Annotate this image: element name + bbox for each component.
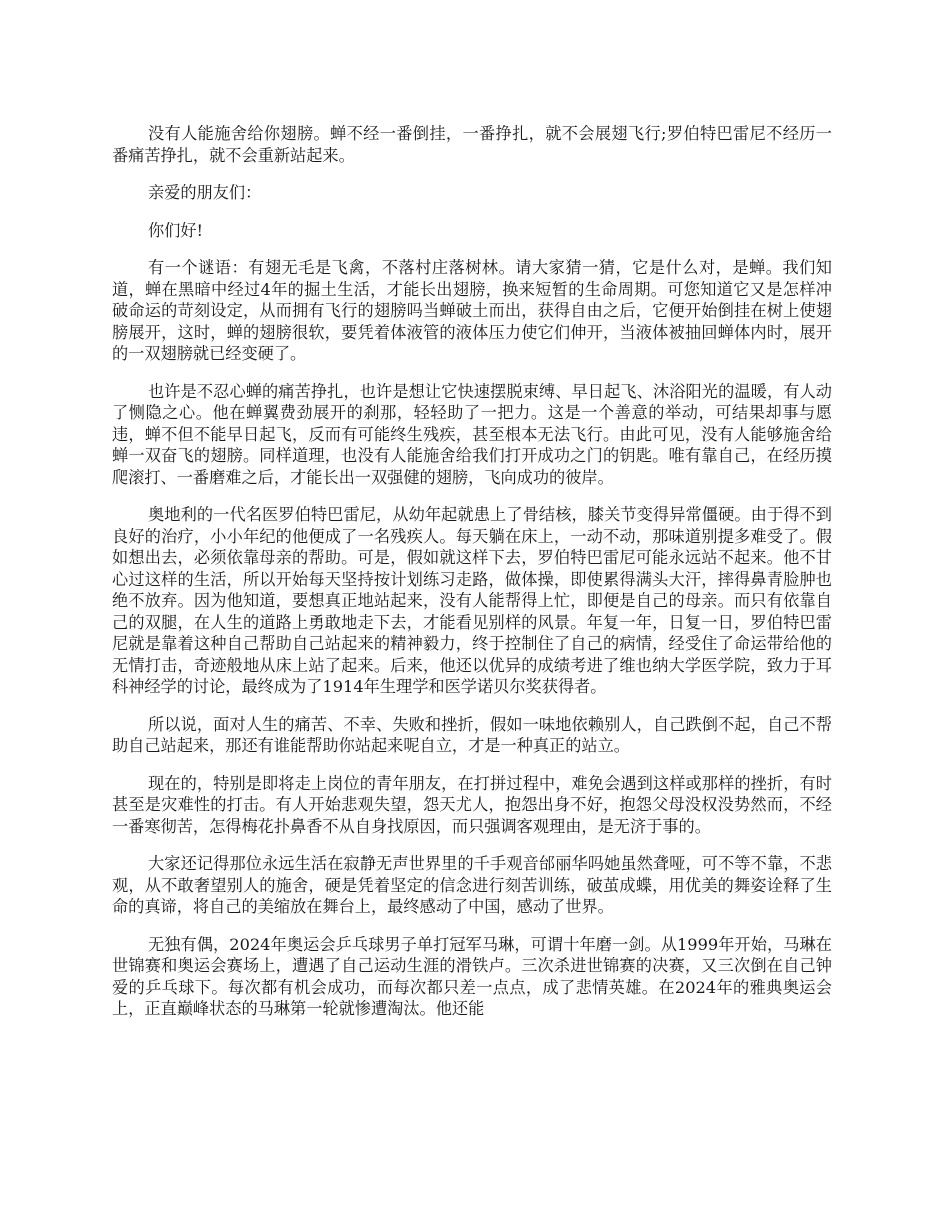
paragraph-cicada-lesson: 也许是不忍心蝉的痛苦挣扎，也许是想让它快速摆脱束缚、早日起飞、沐浴阳光的温暖，有人动了恻隐之心。他在蝉翼费劲展开的刹那，轻轻助了一把力。这是一个善意的举动，可结果却事与愿违，蝉不但不能早日起飞，反而有可能终生残疾，甚至根本无法飞行。由此可见，没有人能够施舍给蝉一双奋飞的翅膀。同样道理，也没有人能施舍给我们打开成功之门的钥匙。唯有靠自己，在经历摸爬滚打、一番磨难之后，才能长出一双强健的翅膀，飞向成功的彼岸。 [112,381,832,487]
paragraph-opening: 没有人能施舍给你翅膀。蝉不经一番倒挂，一番挣扎，就不会展翅飞行;罗伯特巴雷尼不经历一番痛苦挣扎，就不会重新站起来。 [112,124,832,165]
paragraph-young-friends: 现在的，特别是即将走上岗位的青年朋友，在打拼过程中，难免会遇到这样或那样的挫折，有时甚至是灾难性的打击。有人开始悲观失望，怨天尤人，抱怨出身不好，抱怨父母没权没势然而，不经一番寒彻苦，怎得梅花扑鼻香不从自身找原因，而只强调客观理由，是无济于事的。 [112,773,832,836]
paragraph-salutation: 亲爱的朋友们： [148,183,262,202]
paragraph-greeting: 你们好! [148,220,204,240]
paragraph-barany-story: 奥地利的一代名医罗伯特巴雷尼，从幼年起就患上了骨结核，膝关节变得异常僵硬。由于得不到良好的治疗，小小年纪的他便成了一名残疾人。每天躺在床上，一动不动，那味道别提多难受了。假如想出去，必须依靠母亲的帮助。可是，假如就这样下去，罗伯特巴雷尼可能永远站不起来。他不甘心过这样的生活，所以开始每天坚持按计划练习走路，做体操，即使累得满头大汗，摔得鼻青脸肿也绝不放弃。因为他知道，要想真正地站起来，没有人能帮得上忙，即便是自己的母亲。而只有依靠自己的双腿，在人生的道路上勇敢地走下去，才能看见别样的风景。年复一年，日复一日，罗伯特巴雷尼就是靠着这种自己帮助自己站起来的精神毅力，终于控制住了自己的病情，经受住了命运带给他的无情打击，奇迹般地从床上站了起来。后来，他还以优异的成绩考进了维也纳大学医学院，致力于耳科神经学的讨论，最终成为了1914年生理学和医学诺贝尔奖获得者。 [112,505,832,696]
paragraph-tai-lihua: 大家还记得那位永远生活在寂静无声世界里的千手观音邰丽华吗她虽然聋哑，可不等不靠，不悲观，从不敢奢望别人的施舍，硬是凭着坚定的信念进行刻苦训练，破茧成蝶，用优美的舞姿诠释了生命的真谛，将自己的美缩放在舞台上，最终感动了中国，感动了世界。 [112,854,832,916]
paragraph-cicada-riddle: 有一个谜语：有翅无毛是飞禽，不落村庄落树林。请大家猜一猜，它是什么对，是蝉。我们知道，蝉在黑暗中经过4年的掘土生活，才能长出翅膀，换来短暂的生命周期。可您知道它又是怎样冲破命运的苛刻设定，从而拥有飞行的翅膀吗当蝉破土而出，获得自由之后，它便开始倒挂在树上使翅膀展开，这时，蝉的翅膀很软，要凭着体液管的液体压力使它们伸开，当液体被抽回蝉体内时，展开的一双翅膀就已经变硬了。 [112,258,832,363]
paragraph-ma-lin: 无独有偶，2024年奥运会乒乓球男子单打冠军马琳，可谓十年磨一剑。从1999年开始，马琳在世锦赛和奥运会赛场上，遭遇了自己运动生涯的滑铁卢。三次杀进世锦赛的决赛，又三次倒在自己钟爱的乒乓球下。每次都有机会成功，而每次都只差一点点，成了悲情英雄。在2024年的雅典奥运会上，正直巅峰状态的马琳第一轮就惨遭淘汰。他还能 [112,934,832,1018]
paragraph-self-reliance: 所以说，面对人生的痛苦、不幸、失败和挫折，假如一味地依赖别人，自己跌倒不起，自己不帮助自己站起来，那还有谁能帮助你站起来呢自立，才是一种真正的站立。 [112,714,832,755]
document-body [112,123,832,1036]
